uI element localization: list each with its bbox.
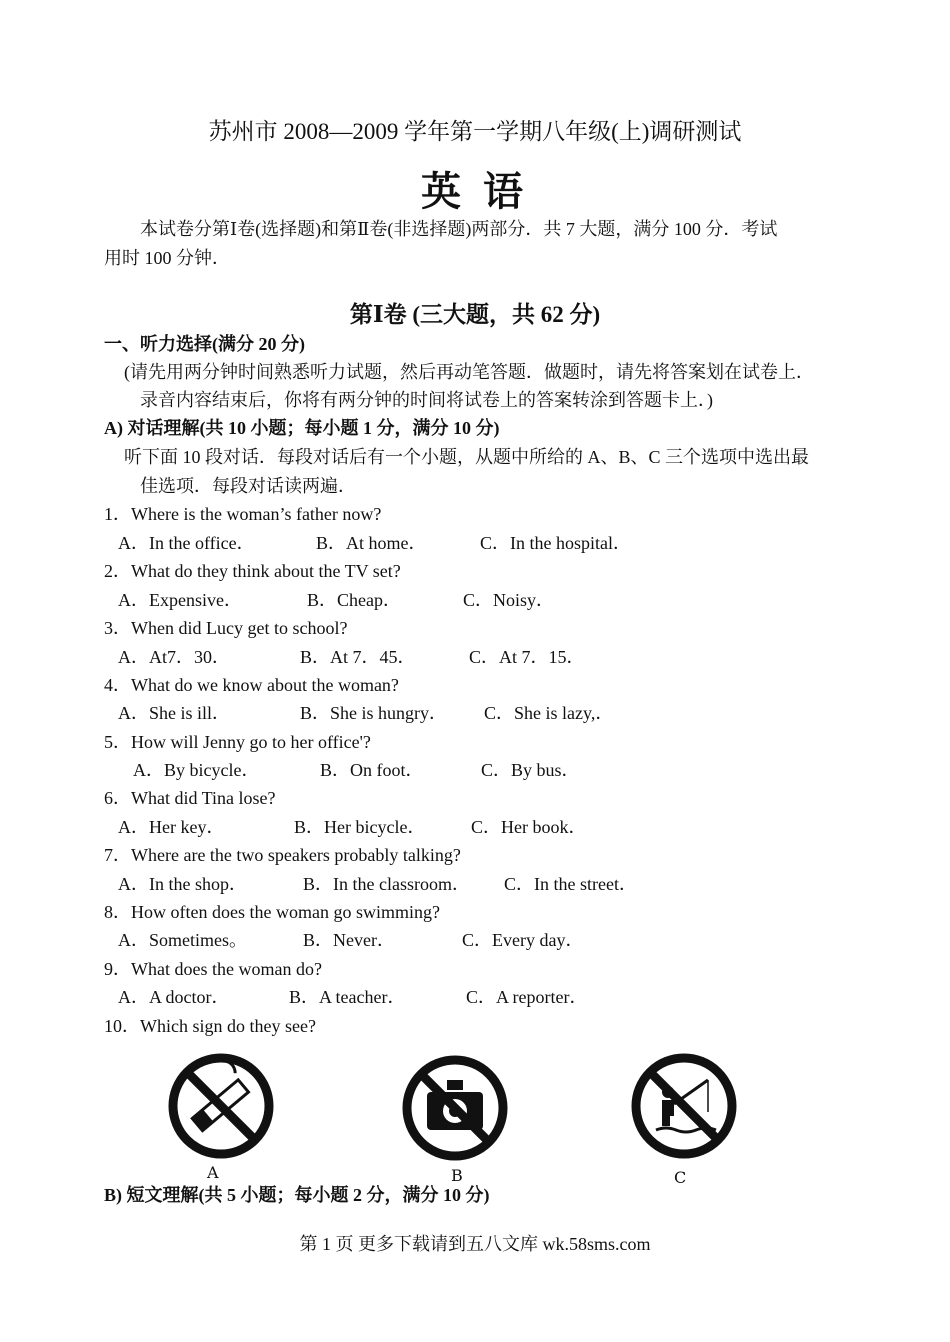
q5-option-b: B．On foot． [320,760,424,780]
q7-option-a: A．In the shop． [118,874,247,894]
question-1: 1．Where is the woman’s father now? [104,504,382,524]
question-6: 6．What did Tina lose? [104,788,276,808]
no-smoking-sign-icon [165,1050,277,1162]
question-5: 5．How will Jenny go to her office'? [104,732,371,752]
question-2: 2．What do they think about the TV set? [104,561,401,581]
q8-option-c: C．Every day． [462,930,584,950]
subA-note-2: 佳选项．每段对话读两遍． [140,476,356,496]
q9-option-b: B．A teacher． [289,987,406,1007]
q2-option-a: A．Expensive． [118,590,242,610]
question-7: 7．Where are the two speakers probably talking? [104,845,461,865]
sign-label-b: B [451,1166,463,1185]
q1-option-c: C．In the hospital． [480,533,631,553]
q3-option-b: B．At 7．45． [300,647,416,667]
question-10: 10．Which sign do they see? [104,1016,316,1036]
section1-note-2: 录音内容结束后，你将有两分钟的时间将试卷上的答案转涂到答题卡上．) [140,390,713,410]
question-8: 8．How often does the woman go swimming? [104,902,440,922]
intro-line-2: 用时 100 分钟． [104,248,230,268]
q7-option-c: C．In the street． [504,874,637,894]
q9-option-c: C．A reporter． [466,987,588,1007]
sign-label-c: C [674,1168,687,1187]
q7-option-b: B．In the classroom． [303,874,470,894]
question-9: 9．What does the woman do? [104,959,322,979]
subA-title: A) 对话理解(共 10 小题；每小题 1 分，满分 10 分) [104,418,500,438]
part1-heading: 第Ⅰ卷 (三大题，共 62 分) [349,302,601,327]
q1-option-b: B．At home． [316,533,427,553]
subA-note-1: 听下面 10 段对话．每段对话后有一个小题，从题中所给的 A、B、C 三个选项中选出最 [124,447,810,467]
q5-option-c: C．By bus． [481,760,580,780]
section1-title: 一、听力选择(满分 20 分) [104,334,305,354]
q3-option-c: C．At 7．15． [469,647,585,667]
subB-title: B) 短文理解(共 5 小题；每小题 2 分，满分 10 分) [104,1185,490,1205]
q6-option-c: C．Her book． [471,817,587,837]
question-3: 3．When did Lucy get to school? [104,618,348,638]
q6-option-b: B．Her bicycle． [294,817,426,837]
question-4: 4．What do we know about the woman? [104,675,399,695]
q9-option-a: A．A doctor． [118,987,230,1007]
sign-label-a: A [207,1163,219,1182]
no-camera-sign-icon [399,1052,511,1164]
section1-note-1: (请先用两分钟时间熟悉听力试题，然后再动笔答题．做题时，请先将答案划在试卷上． [124,362,814,382]
intro-line-1: 本试卷分第Ⅰ卷(选择题)和第Ⅱ卷(非选择题)两部分．共 7 大题，满分 100 分．考试 [140,219,778,239]
q6-option-a: A．Her key． [118,817,225,837]
page-footer: 第 1 页 更多下载请到五八文库 wk.58sms.com [299,1234,651,1254]
no-fishing-sign-icon [628,1050,740,1162]
q5-option-a: A．By bicycle． [133,760,260,780]
q3-option-a: A．At7．30． [118,647,230,667]
exam-title: 苏州市 2008—2009 学年第一学期八年级(上)调研测试 [208,119,742,144]
q8-option-a: A．Sometimes。 [118,930,247,950]
q2-option-c: C．Noisy． [463,590,555,610]
subject-title: 英 语 [421,169,529,214]
q2-option-b: B．Cheap． [307,590,401,610]
q4-option-a: A．She is ill． [118,703,231,723]
q4-option-b: B．She is hungry． [300,703,448,723]
q8-option-b: B．Never． [303,930,395,950]
q1-option-a: A．In the office． [118,533,255,553]
q4-option-c: C．She is lazy,． [484,703,614,723]
